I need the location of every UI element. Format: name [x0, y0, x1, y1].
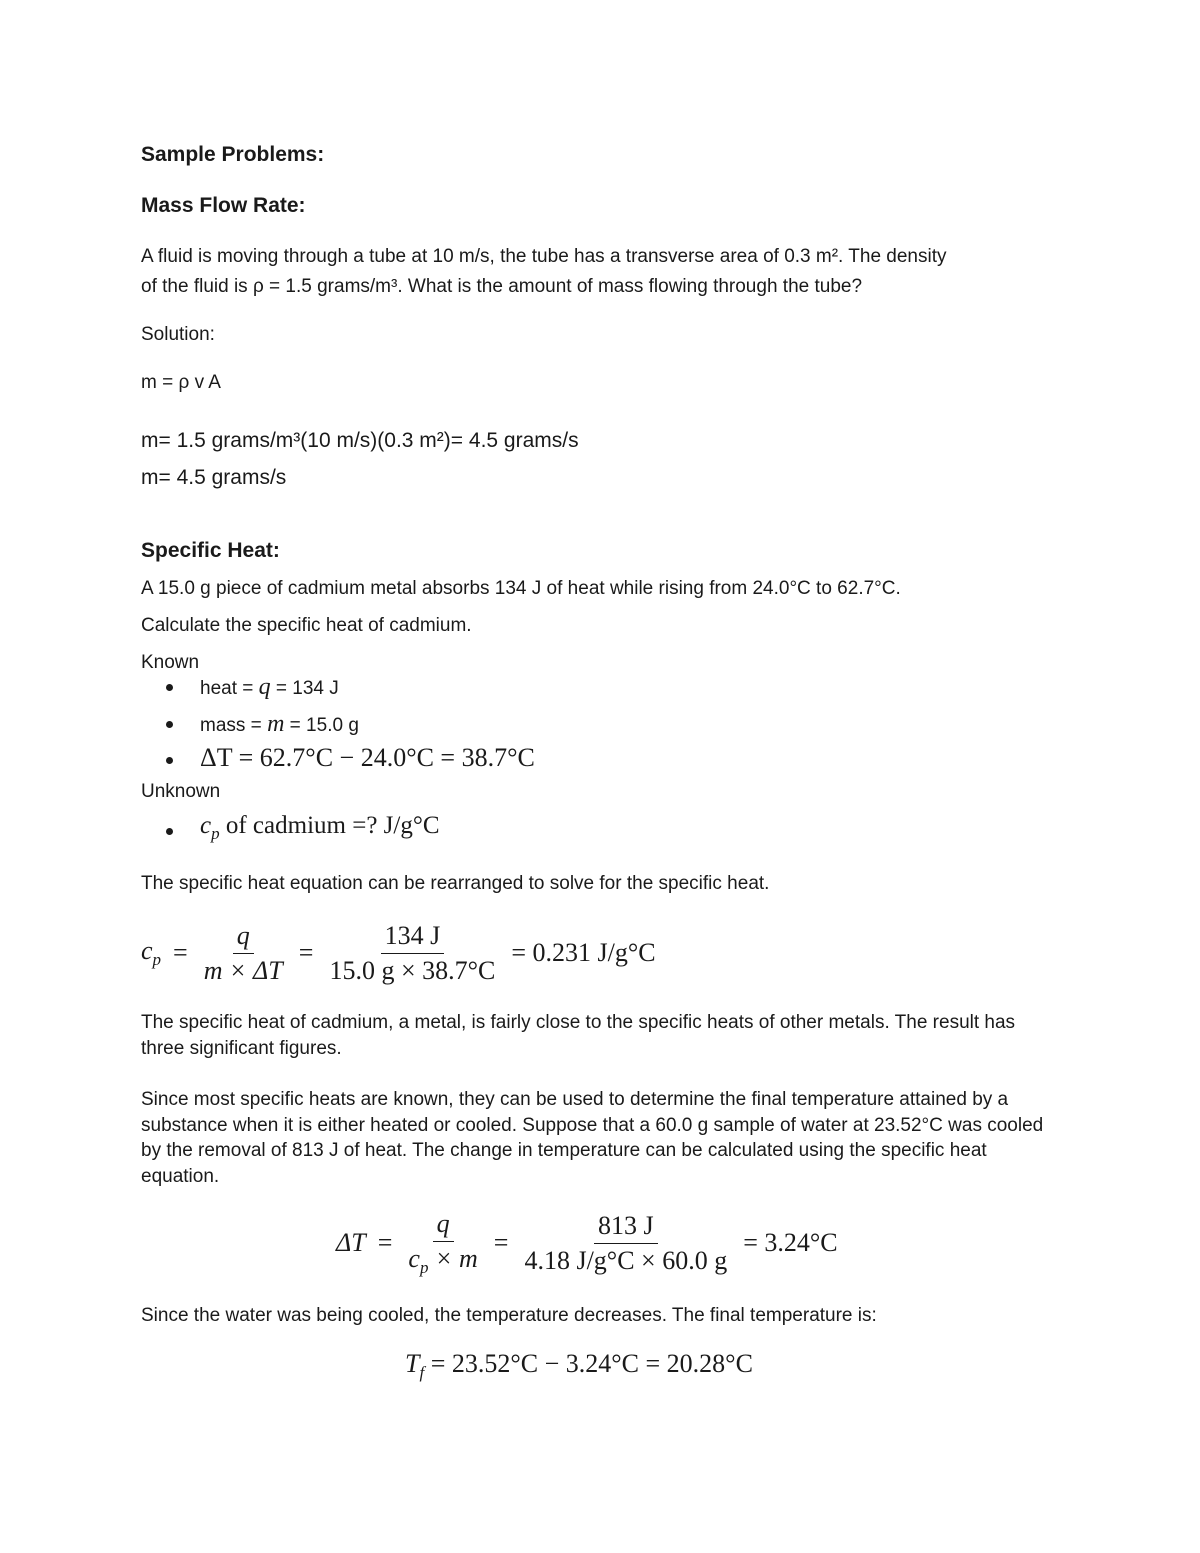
mass-flow-calc-1: m= 1.5 grams/m³(10 m/s)(0.3 m²)= 4.5 grams/s [141, 429, 579, 452]
bullet-dot [166, 684, 173, 691]
bullet-dot [166, 757, 173, 764]
bullet-dot [166, 828, 173, 835]
specific-heat-equation: $c_p$ = $\frac{q}{m \times \Delta T}$ = $\frac{134 J}{15.0 g \times 38.7^\circ C}$ = 0.231 J/g°C [141, 920, 656, 985]
known-mass: mass = m = 15.0 g [200, 711, 359, 737]
page-title: Sample Problems: [141, 143, 325, 166]
specific-heat-question: Calculate the specific heat of cadmium. [141, 615, 472, 636]
cooled-text: Since the water was being cooled, the temperature decreases. The final temperature is: [141, 1305, 877, 1326]
unknown-label: Unknown [141, 781, 221, 802]
specific-heat-heading: Specific Heat: [141, 539, 280, 562]
mass-flow-calc-2: m= 4.5 grams/s [141, 466, 287, 489]
since-text: Since most specific heats are known, they can be used to determine the final temperature attained by a substance when it is either heated or cooled. Suppose that a 60.0 g sample of water at 23.52°C was cooled by the removal of 813 J of heat. The change in temperature can be calculated using the specific heat equation. [141, 1089, 1044, 1187]
solution-label: Solution: [141, 324, 215, 345]
mass-flow-heading: Mass Flow Rate: [141, 194, 306, 217]
bullet-dot [166, 721, 173, 728]
known-heat: heat = q = 134 J [200, 674, 339, 700]
conclusion-text: The specific heat of cadmium, a metal, is fairly close to the specific heats of other metals. The result has three significant figures. [141, 1012, 1016, 1059]
mass-flow-problem-line1: A fluid is moving through a tube at 10 m/s, the tube has a transverse area of 0.3 m². The density [141, 246, 947, 267]
specific-heat-problem: A 15.0 g piece of cadmium metal absorbs 134 J of heat while rising from 24.0°C to 62.7°C. [141, 578, 901, 599]
final-temperature-equation: $T_f = 23.52^\circ C - 3.24^\circ C = 20.28^\circ C$ [405, 1349, 753, 1382]
unknown-cp: $c_p$ of cadmium =? J/g°C [200, 812, 440, 843]
mass-flow-problem-line2: of the fluid is ρ = 1.5 grams/m³. What is the amount of mass flowing through the tube? [141, 276, 863, 297]
delta-t-equation: ΔT = $\frac{q}{c_p \times m}$ = $\frac{813 J}{4.18 J/g^\circ C \times 60.0 g}$ = 3.24°C [336, 1208, 838, 1277]
rearrange-text: The specific heat equation can be rearranged to solve for the specific heat. [141, 873, 770, 894]
known-delta-t: ΔT = 62.7°C − 24.0°C = 38.7°C [200, 743, 535, 772]
known-label: Known [141, 652, 200, 673]
mass-flow-formula: m = ρ v A [141, 372, 221, 393]
